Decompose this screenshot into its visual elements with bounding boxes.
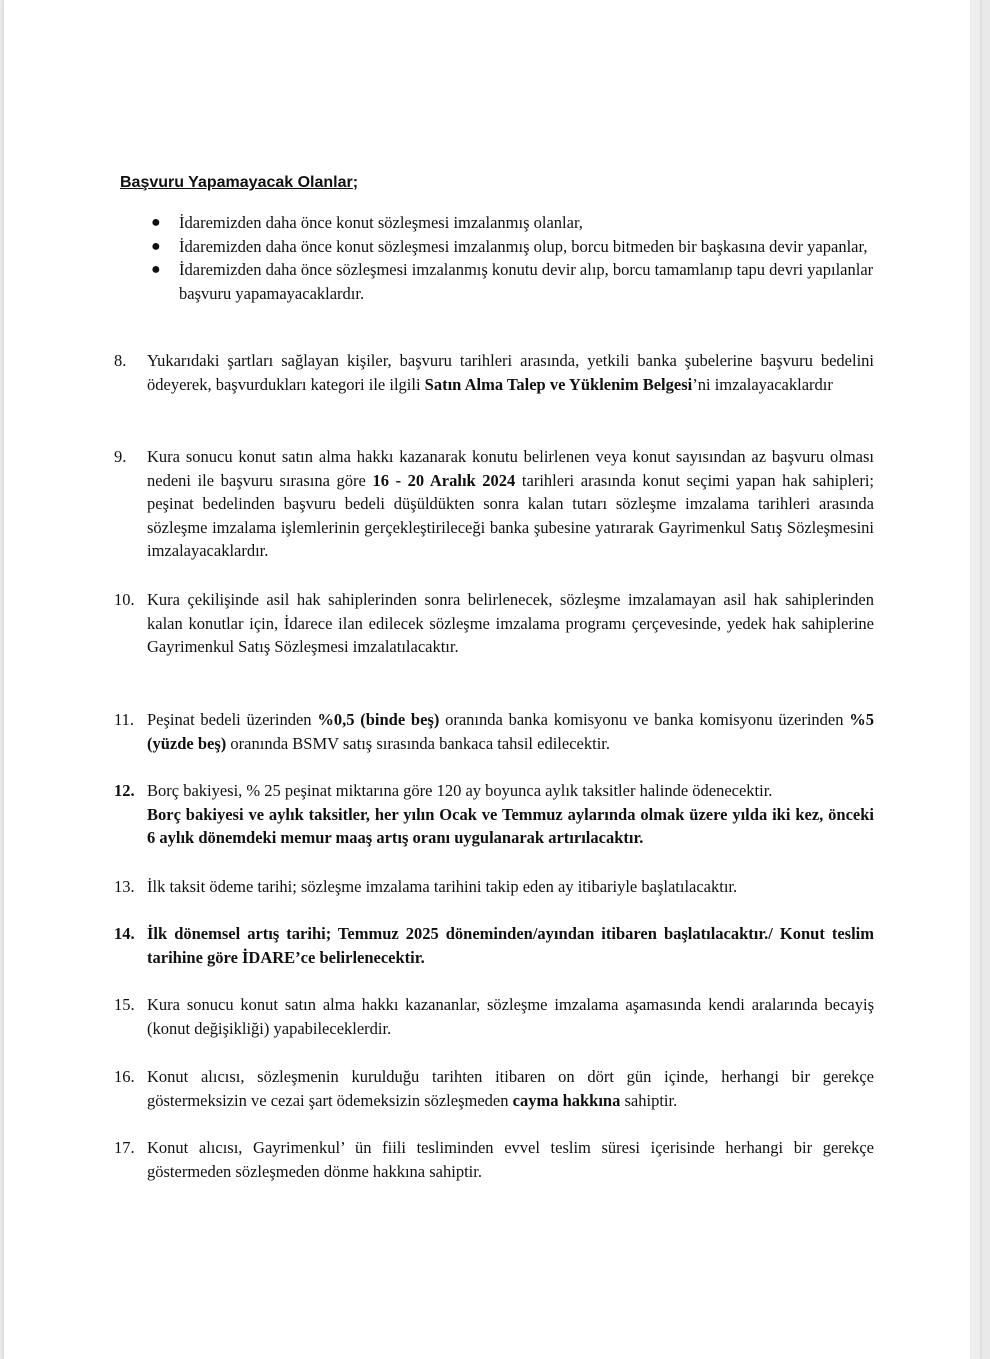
clause-16 <box>114 1065 874 1112</box>
clause-text <box>147 1065 874 1112</box>
text-run: Konut alıcısı, sözleşmenin kurulduğu tarihten itibaren on dört gün içinde, herhangi bir gerekçe göstermeksizin ve cezai şart ödemeksizin sözleşmeden <box>147 1067 874 1110</box>
text-run: tarihleri arasında konut seçimi yapan hak sahipleri; peşinat bedelinden başvuru bedeli düşüldükten sonra kalan tutarı sözleşme imzalama tarihleri arasında sözleşme imzalama işlemlerinin gerçekleştirileceği banka şubesine yatırarak Gayrimenkul Satış Sözleşmesini imzalayacaklardır. <box>147 470 875 560</box>
section-heading: Başvuru Yapamayacak Olanlar; <box>120 174 359 191</box>
ineligible-list <box>149 211 879 305</box>
clause-15 <box>114 993 874 1040</box>
bullet-icon: ● <box>151 214 161 231</box>
list-item-text: İdaremizden daha önce konut sözleşmesi imzalanmış olup, borcu bitmeden bir başkasına devir yapanlar, <box>179 236 868 256</box>
text-run: Kura sonucu konut satın alma hakkı kazanarak konutu belirlenen veya konut sayısından az başvuru olması nedeni ile başvuru sırasına göre <box>147 447 874 490</box>
bullet-icon: ● <box>151 261 161 278</box>
bold-run: Borç bakiyesi ve aylık taksitler, her yılın Ocak ve Temmuz aylarında olmak üzere yılda iki kez, önceki 6 aylık dönemdeki memur maaş artış oranı uygulanarak artırılacaktır. <box>147 804 874 847</box>
clause-8 <box>114 349 874 396</box>
clause-13 <box>114 875 874 899</box>
clause-text: İlk dönemsel artış tarihi; Temmuz 2025 döneminden/ayından itibaren başlatılacaktır./ Konut teslim tarihine göre İDARE’ce belirlenecektir. <box>147 924 874 967</box>
clause-number: 17. <box>114 1138 135 1157</box>
bullet-icon: ● <box>151 237 161 255</box>
list-item <box>149 235 879 259</box>
clause-number: 8. <box>114 351 127 370</box>
bold-run: %5 (yüzde beş) <box>147 710 874 753</box>
clause-number: 9. <box>114 447 127 466</box>
clause-17 <box>114 1136 874 1183</box>
document-page <box>4 0 980 1359</box>
clause-text: İlk taksit ödeme tarihi; sözleşme imzalama tarihini takip eden ay itibariyle başlatılacaktır. <box>147 877 738 896</box>
clause-number: 12. <box>114 781 135 800</box>
clause-number: 15. <box>114 995 135 1014</box>
text-run: ’ni imzalayacaklardır <box>692 374 833 394</box>
clause-number: 16. <box>114 1067 135 1086</box>
page-edge <box>970 0 980 1359</box>
clause-14 <box>114 922 874 969</box>
list-item <box>149 258 879 305</box>
clause-text <box>147 708 874 755</box>
clause-number: 11. <box>114 710 135 729</box>
clause-text <box>147 779 874 850</box>
text-run: oranında banka komisyonu ve banka komisyonu üzerinden <box>439 710 850 729</box>
bold-run: 16 - 20 Aralık 2024 <box>372 470 516 490</box>
text-run: Yukarıdaki şartları sağlayan kişiler, başvuru tarihleri arasında, yetkili banka şubelerine başvuru bedelini ödeyerek, başvurdukları kategori ile ilgili <box>147 351 874 394</box>
clause-number: 10. <box>114 590 135 609</box>
bold-run: cayma hakkına <box>512 1090 621 1110</box>
clause-12 <box>114 779 874 850</box>
clause-text <box>147 349 874 396</box>
text-run: sahiptir. <box>620 1090 678 1110</box>
bold-run: Satın Alma Talep ve Yüklenim Belgesi <box>424 374 693 394</box>
clause-number: 14. <box>114 924 135 943</box>
clause-number: 13. <box>114 877 135 896</box>
clause-10 <box>114 588 874 659</box>
clause-text: Kura çekilişinde asil hak sahiplerinden sonra belirlenecek, sözleşme imzalamayan asil hak sahiplerinden kalan konutlar için, İdarece ilan edilecek sözleşme imzalama programı çerçevesinde, yedek hak sahiplerine Gayrimenkul Satış Sözleşmesi imzalatılacaktır. <box>147 590 874 656</box>
text-run: Peşinat bedeli üzerinden <box>147 710 318 729</box>
clause-9 <box>114 445 874 563</box>
list-item <box>149 211 879 235</box>
bold-run: %0,5 (binde beş) <box>317 710 440 729</box>
clause-11 <box>114 708 874 755</box>
text-run: Borç bakiyesi, % 25 peşinat miktarına göre 120 ay boyunca aylık taksitler halinde ödenecektir. <box>147 781 773 800</box>
clause-text <box>147 445 874 563</box>
clause-text: Kura sonucu konut satın alma hakkı kazananlar, sözleşme imzalama aşamasında kendi aralarında becayiş (konut değişikliği) yapabileceklerdir. <box>147 995 874 1038</box>
text-run: oranında BSMV satış sırasında bankaca tahsil edilecektir. <box>226 733 610 753</box>
list-item-text: İdaremizden daha önce sözleşmesi imzalanmış konutu devir alıp, borcu tamamlanıp tapu devri yapılanlar başvuru yapamayacaklardır. <box>179 260 874 303</box>
list-item-text: İdaremizden daha önce konut sözleşmesi imzalanmış olanlar, <box>179 213 583 232</box>
clause-text: Konut alıcısı, Gayrimenkul’ ün fiili tesliminden evvel teslim süresi içerisinde herhangi bir gerekçe göstermeden sözleşmeden dönme hakkına sahiptir. <box>147 1138 874 1181</box>
